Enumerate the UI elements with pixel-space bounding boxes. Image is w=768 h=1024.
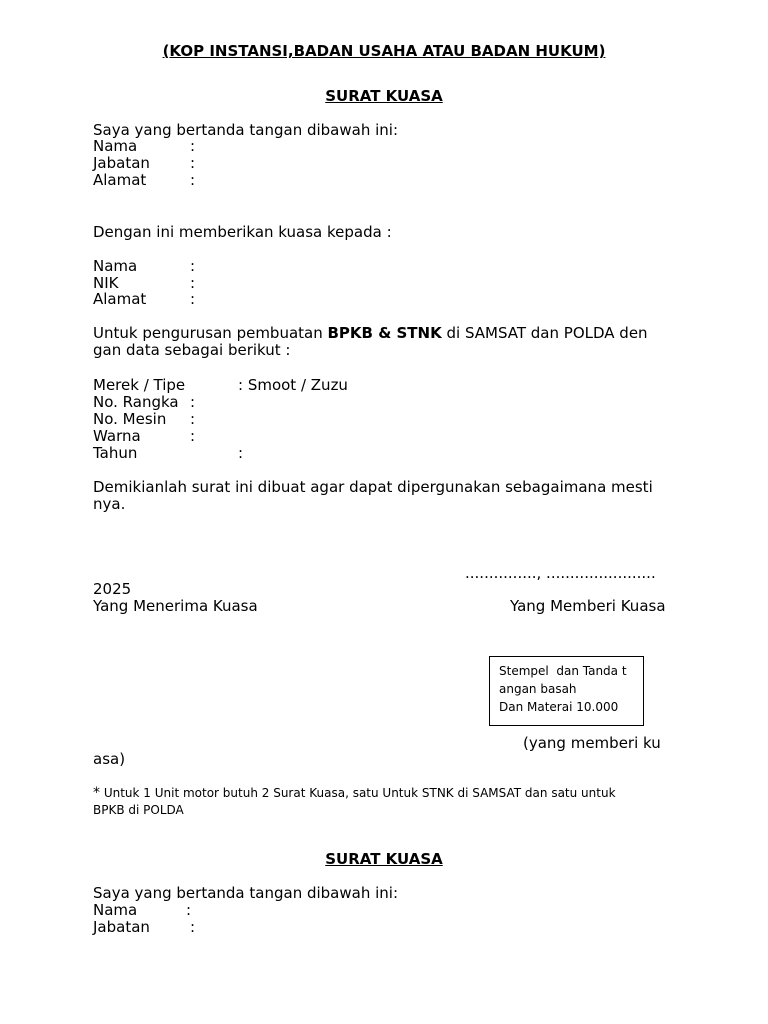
stamp-box-line-1: Stempel dan Tanda t — [499, 664, 627, 678]
receiver-address-value: : — [190, 290, 196, 308]
vehicle-engine-value: : — [190, 410, 196, 428]
stamp-signature-box — [489, 656, 644, 726]
vehicle-engine-label: No. Mesin — [93, 410, 167, 428]
footnote-text-1: Untuk 1 Unit motor butuh 2 Surat Kuasa, satu Untuk STNK di SAMSAT dan satu untuk — [100, 786, 616, 800]
stamp-box-line-3: Dan Materai 10.000 — [499, 700, 619, 714]
purpose-text-before: Untuk pengurusan pembuatan — [93, 324, 328, 342]
vehicle-year-value: : — [238, 444, 244, 462]
purpose-line-2: gan data sebagai berikut : — [93, 341, 291, 359]
footnote-asterisk: * — [93, 785, 100, 801]
giver-name-value-2: : — [186, 901, 192, 919]
vehicle-chassis-value: : — [190, 393, 196, 411]
receiver-nik-label: NIK — [93, 274, 119, 292]
intro-text: Saya yang bertanda tangan dibawah ini: — [93, 121, 398, 139]
giver-paren-line-2: asa) — [93, 750, 126, 768]
giver-address-value: : — [190, 171, 196, 189]
giver-name-value: : — [190, 137, 196, 155]
letterhead-placeholder: (KOP INSTANSI,BADAN USAHA ATAU BADAN HUKUM) — [162, 42, 606, 60]
document-title-2: SURAT KUASA — [325, 850, 443, 868]
giver-name-label: Nama — [93, 137, 138, 155]
vehicle-color-label: Warna — [93, 427, 141, 445]
giver-name-label-2: Nama — [93, 901, 138, 919]
footnote-line-1 — [93, 786, 616, 801]
giver-position-value: : — [190, 154, 196, 172]
receiver-nik-value: : — [190, 274, 196, 292]
giver-signature-label: Yang Memberi Kuasa — [510, 597, 666, 615]
receiver-address-label: Alamat — [93, 290, 147, 308]
year-text: 2025 — [93, 580, 132, 598]
intro-text-2: Saya yang bertanda tangan dibawah ini: — [93, 884, 398, 902]
vehicle-chassis-label: No. Rangka — [93, 393, 179, 411]
grant-line: Dengan ini memberikan kuasa kepada : — [93, 223, 392, 241]
document-title: SURAT KUASA — [325, 87, 443, 105]
giver-paren-line-1: (yang memberi ku — [523, 734, 661, 752]
giver-position-value-2: : — [190, 918, 196, 936]
purpose-line — [93, 325, 648, 342]
giver-position-label-2: Jabatan — [93, 918, 150, 936]
stamp-box-line-2: angan basah — [499, 682, 577, 696]
receiver-signature-label: Yang Menerima Kuasa — [93, 597, 258, 615]
vehicle-brand-value: : Smoot / Zuzu — [238, 376, 348, 394]
place-date-line: ..............., ....................... — [465, 564, 656, 582]
vehicle-brand-label: Merek / Tipe — [93, 376, 186, 394]
vehicle-color-value: : — [190, 427, 196, 445]
receiver-name-label: Nama — [93, 257, 138, 275]
vehicle-year-label: Tahun — [93, 444, 138, 462]
closing-line-2: nya. — [93, 495, 126, 513]
giver-position-label: Jabatan — [93, 154, 150, 172]
receiver-name-value: : — [190, 257, 196, 275]
giver-address-label: Alamat — [93, 171, 147, 189]
purpose-text-bold: BPKB & STNK — [327, 324, 442, 342]
closing-line-1: Demikianlah surat ini dibuat agar dapat dipergunakan sebagaimana mesti — [93, 478, 653, 496]
footnote-line-2: BPKB di POLDA — [93, 803, 184, 817]
purpose-text-after: di SAMSAT dan POLDA den — [441, 324, 648, 342]
